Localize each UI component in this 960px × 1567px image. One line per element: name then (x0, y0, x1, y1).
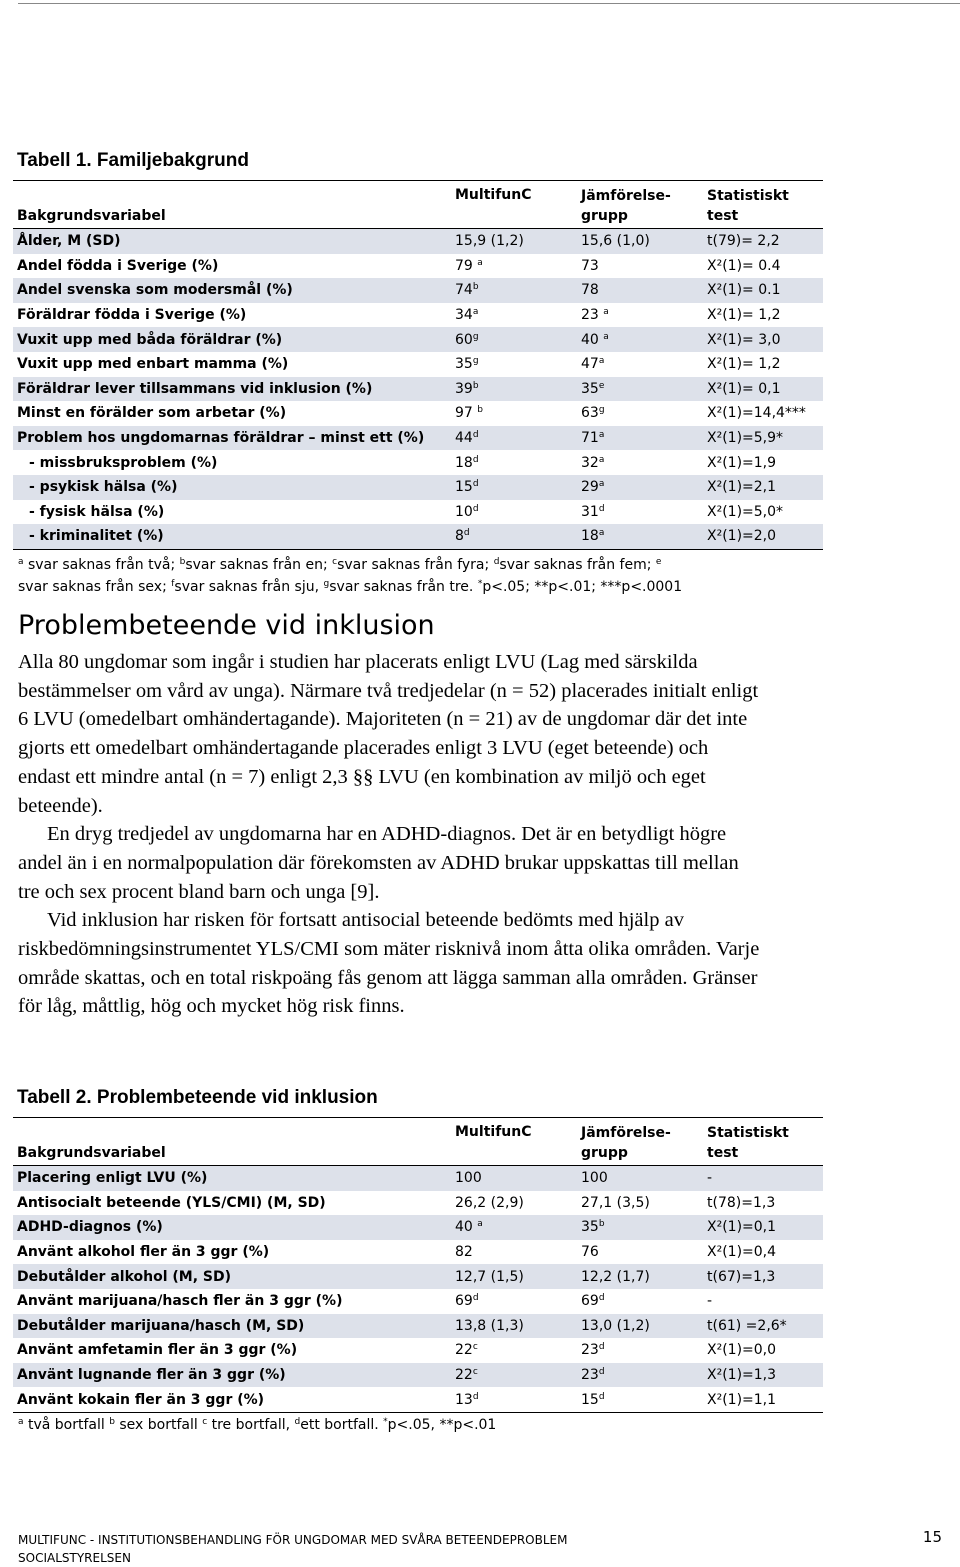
footnote-marker: d (598, 503, 605, 514)
footer-title: MULTIFUNC - INSTITUTIONSBEHANDLING FÖR UNGDOMAR MED SVÅRA BETEENDEPROBLEM (18, 1533, 568, 1547)
comparison-value: 78 (581, 282, 599, 299)
table-row (13, 303, 823, 328)
footnote-marker: c (472, 1342, 478, 1353)
table-row (13, 1338, 823, 1363)
table-row (13, 401, 823, 426)
body-text (18, 648, 763, 1021)
table-row (13, 229, 823, 254)
statistical-test: X²(1)=14,4*** (707, 405, 806, 422)
footnote-marker: c (472, 1367, 478, 1378)
table-row (13, 1289, 823, 1314)
comparison-value: 73 (581, 257, 599, 274)
comparison-value: 27,1 (3,5) (581, 1194, 650, 1211)
footnote-marker: a (477, 1219, 483, 1230)
statistical-test: X²(1)= 0,1 (707, 380, 781, 397)
row-label: Debutålder alkohol (M, SD) (17, 1268, 232, 1285)
statistical-test: X²(1)=1,9 (707, 454, 777, 471)
table2 (13, 1117, 823, 1413)
table-row (13, 1264, 823, 1289)
multifunc-value: 60$^g$ (455, 331, 479, 348)
footnote-marker: b (472, 282, 479, 293)
footnote-marker: d (472, 479, 479, 490)
footnote-marker: a (598, 479, 605, 490)
footnote-marker: e (598, 380, 605, 391)
comparison-value: 18$^a$ (581, 528, 605, 545)
statistical-test: t(78)=1,3 (707, 1194, 776, 1211)
header-statistiskt-test: Statistiskt test (707, 1125, 789, 1161)
comparison-value: 15,6 (1,0) (581, 233, 650, 250)
header-bakgrundsvariabel: Bakgrundsvariabel (17, 208, 166, 224)
footnote-marker: b (472, 380, 479, 391)
header-jamforelsegrupp: Jämförelse- grupp (581, 188, 671, 224)
comparison-value: 29$^a$ (581, 479, 605, 496)
footnote-marker: a (472, 307, 479, 318)
footnote-marker: d (598, 1391, 605, 1402)
footnote-marker: d (472, 454, 479, 465)
comparison-value: 15$^d$ (581, 1391, 605, 1408)
footnote-marker: d (598, 1342, 605, 1353)
row-label: Vuxit upp med enbart mamma (%) (17, 356, 289, 373)
page-number: 15 (922, 1528, 942, 1546)
multifunc-value: 35$^g$ (455, 356, 479, 373)
paragraph-1: Alla 80 ungdomar som ingår i studien har placerats enligt LVU (Lag med särskilda bestämmelser om vård av unga). Närmare två tredjedelar (n = 52) placerades initialt enligt 6 LVU (omedelbart omhändertagande). Majoriteten (n = 21) av de ungdomar där det inte gjorts ett omedelbart omhändertagande placerades enligt 3 LVU (eget beteende) och endast ett mindre antal (n = 7) enligt 2,3 §§ LVU (en kombination av miljö och eget beteende). (18, 651, 759, 817)
table1 (13, 180, 823, 550)
footnote-marker: d (598, 1367, 605, 1378)
footnote-marker: a (603, 307, 609, 318)
statistical-test: t(79)= 2,2 (707, 233, 780, 250)
multifunc-value: 79 $^a$ (455, 257, 483, 274)
header-bakgrundsvariabel: Bakgrundsvariabel (17, 1145, 166, 1161)
row-label: Placering enligt LVU (%) (17, 1170, 208, 1187)
statistical-test: X²(1)=0,4 (707, 1244, 777, 1261)
footnote-marker: d (472, 430, 479, 441)
multifunc-value: 15$^d$ (455, 479, 479, 496)
statistical-test: X²(1)=1,3 (707, 1367, 777, 1384)
footnote-marker: d (598, 1293, 605, 1304)
statistical-test: X²(1)=2,1 (707, 479, 777, 496)
footnote-marker: a (598, 430, 605, 441)
row-label: - kriminalitet (%) (29, 528, 164, 545)
row-label: Använt amfetamin fler än 3 ggr (%) (17, 1342, 298, 1359)
comparison-value: 35e (581, 380, 605, 397)
statistical-test: - (707, 1170, 713, 1187)
top-rule (18, 3, 960, 4)
table-row (13, 377, 823, 402)
comparison-value: 35$^b$ (581, 1219, 605, 1236)
multifunc-value: 69$^d$ (455, 1293, 479, 1310)
statistical-test: - (707, 1293, 713, 1310)
footnote-marker: b (477, 405, 483, 416)
row-label: Använt marijuana/hasch fler än 3 ggr (%) (17, 1293, 343, 1310)
paragraph-3: Vid inklusion har risken för fortsatt antisocial beteende bedömts med hjälp av riskbedömningsinstrumentet YLS/CMI som mäter risknivå inom åtta olika områden. Varje område skattas, och en total riskpoäng fås genom att lägga samman alla områden. Gränser för låg, måttlig, hög och mycket hög risk finns. (18, 909, 760, 1018)
table-row (13, 254, 823, 279)
table-row (13, 475, 823, 500)
footnote-marker: a (598, 454, 605, 465)
table-row (13, 524, 823, 549)
multifunc-value: 74$^b$ (455, 282, 479, 299)
header-multifunc: MultifunC (455, 187, 532, 203)
statistical-test: X²(1)=5,9* (707, 430, 784, 447)
table-row (13, 1387, 823, 1412)
multifunc-value: 22$^c$ (455, 1367, 478, 1384)
row-label: Ålder, M (SD) (17, 233, 121, 250)
footnote-marker: a (603, 331, 609, 342)
footer-publisher: SOCIALSTYRELSEN (18, 1551, 131, 1565)
multifunc-value: 13$^d$ (455, 1391, 479, 1408)
comparison-value: 71$^a$ (581, 430, 605, 447)
table-row (13, 352, 823, 377)
table-row (13, 278, 823, 303)
comparison-value: 12,2 (1,7) (581, 1268, 650, 1285)
multifunc-value: 15,9 (1,2) (455, 233, 524, 250)
statistical-test: t(61) =2,6* (707, 1317, 787, 1334)
footnote-marker: d (472, 1391, 479, 1402)
row-label: Använt lugnande fler än 3 ggr (%) (17, 1367, 286, 1384)
header-statistiskt-test: Statistiskt test (707, 188, 789, 224)
statistical-test: X²(1)=1,1 (707, 1391, 777, 1408)
footnote-marker: d (472, 1293, 479, 1304)
statistical-test: X²(1)= 0.1 (707, 282, 781, 299)
statistical-test: X²(1)=5,0* (707, 503, 784, 520)
footnote-marker: a (477, 257, 483, 268)
header-multifunc: MultifunC (455, 1124, 532, 1140)
row-label: Debutålder marijuana/hasch (M, SD) (17, 1317, 305, 1334)
multifunc-value: 12,7 (1,5) (455, 1268, 524, 1285)
statistical-test: X²(1)= 0.4 (707, 257, 781, 274)
statistical-test: X²(1)= 1,2 (707, 356, 781, 373)
footnote-marker: d (463, 528, 470, 539)
statistical-test: t(67)=1,3 (707, 1268, 776, 1285)
multifunc-value: 34$^a$ (455, 307, 479, 324)
table2-footnote: $^a$ två bortfall $^b$ sex bortfall $^c$ tre bortfall, $^d$ett bortfall. *p<.05, **p<.01 (18, 1417, 497, 1433)
row-label: Föräldrar födda i Sverige (%) (17, 307, 247, 324)
table-row (13, 1166, 823, 1191)
table-row (13, 500, 823, 525)
statistical-test: X²(1)=2,0 (707, 528, 777, 545)
footnote-marker: g (472, 356, 479, 367)
table1-header-row (13, 181, 823, 229)
row-label: Använt kokain fler än 3 ggr (%) (17, 1391, 265, 1408)
table-row (13, 1314, 823, 1339)
comparison-value: 47$^a$ (581, 356, 605, 373)
table-row (13, 450, 823, 475)
comparison-value: 100 (581, 1170, 608, 1187)
multifunc-value: 26,2 (2,9) (455, 1194, 524, 1211)
row-label: - psykisk hälsa (%) (29, 479, 178, 496)
comparison-value: 13,0 (1,2) (581, 1317, 650, 1334)
comparison-value: 32$^a$ (581, 454, 605, 471)
header-jamforelsegrupp: Jämförelse- grupp (581, 1125, 671, 1161)
multifunc-value: 40 $^a$ (455, 1219, 483, 1236)
section-heading: Problembeteende vid inklusion (18, 610, 435, 641)
table-row (13, 1191, 823, 1216)
statistical-test: X²(1)= 3,0 (707, 331, 781, 348)
multifunc-value: 8$^d$ (455, 528, 470, 545)
comparison-value: 23$^d$ (581, 1367, 605, 1384)
table2-caption: Tabell 2. Problembeteende vid inklusion (17, 1087, 378, 1108)
multifunc-value: 82 (455, 1244, 473, 1261)
multifunc-value: 100 (455, 1170, 482, 1187)
footnote-marker: b (598, 1219, 605, 1230)
multifunc-value: 18$^d$ (455, 454, 479, 471)
row-label: Andel födda i Sverige (%) (17, 257, 219, 274)
comparison-value: 23 $^a$ (581, 307, 609, 324)
row-label: Använt alkohol fler än 3 ggr (%) (17, 1244, 270, 1261)
row-label: Andel svenska som modersmål (%) (17, 282, 293, 299)
table-row (13, 327, 823, 352)
comparison-value: 63$^g$ (581, 405, 605, 422)
comparison-value: 23$^d$ (581, 1342, 605, 1359)
row-label: Antisocialt beteende (YLS/CMI) (M, SD) (17, 1194, 326, 1211)
footnote-marker: a (598, 356, 605, 367)
row-label: - missbruksproblem (%) (29, 454, 218, 471)
statistical-test: X²(1)=0,0 (707, 1342, 777, 1359)
multifunc-value: 44$^d$ (455, 430, 479, 447)
table1-footnote: $^a$ svar saknas från två; $^b$svar saknas från en; $^c$svar saknas från fyra; $^d$svar saknas från fem; $^e$ svar saknas från sex; $^f$svar saknas från sju, $^g$svar saknas från tre. *p<.05; **p<.01; ***p<.0001 (18, 557, 683, 595)
multifunc-value: 97 $^b$ (455, 405, 483, 422)
footnote-marker: d (472, 503, 479, 514)
multifunc-value: 39$^b$ (455, 380, 479, 397)
table1-caption: Tabell 1. Familjebakgrund (17, 150, 249, 171)
row-label: Vuxit upp med båda föräldrar (%) (17, 331, 283, 348)
comparison-value: 31$^d$ (581, 503, 605, 520)
multifunc-value: 10$^d$ (455, 503, 479, 520)
row-label: Minst en förälder som arbetar (%) (17, 405, 287, 422)
row-label: Problem hos ungdomarnas föräldrar – minst ett (%) (17, 430, 425, 447)
footnote-marker: a (598, 528, 605, 539)
paragraph-2: En dryg tredjedel av ungdomarna har en ADHD-diagnos. Det är en betydligt högre andel än i en normalpopulation där förekomsten av ADHD brukar uppskattas till mellan tre och sex procent bland barn och unga [9]. (18, 823, 739, 903)
multifunc-value: 22$^c$ (455, 1342, 478, 1359)
table-row (13, 1240, 823, 1265)
comparison-value: 40 $^a$ (581, 331, 609, 348)
statistical-test: X²(1)=0,1 (707, 1219, 777, 1236)
comparison-value: 76 (581, 1244, 599, 1261)
multifunc-value: 13,8 (1,3) (455, 1317, 524, 1334)
table-row (13, 1363, 823, 1388)
footnote-marker: g (472, 331, 479, 342)
footnote-marker: g (598, 405, 605, 416)
statistical-test: X²(1)= 1,2 (707, 307, 781, 324)
row-label: - fysisk hälsa (%) (29, 503, 165, 520)
comparison-value: 69$^d$ (581, 1293, 605, 1310)
table-row (13, 1215, 823, 1240)
table2-header-row (13, 1118, 823, 1166)
table-row (13, 426, 823, 451)
row-label: Föräldrar lever tillsammans vid inklusion (%) (17, 380, 373, 397)
row-label: ADHD-diagnos (%) (17, 1219, 163, 1236)
